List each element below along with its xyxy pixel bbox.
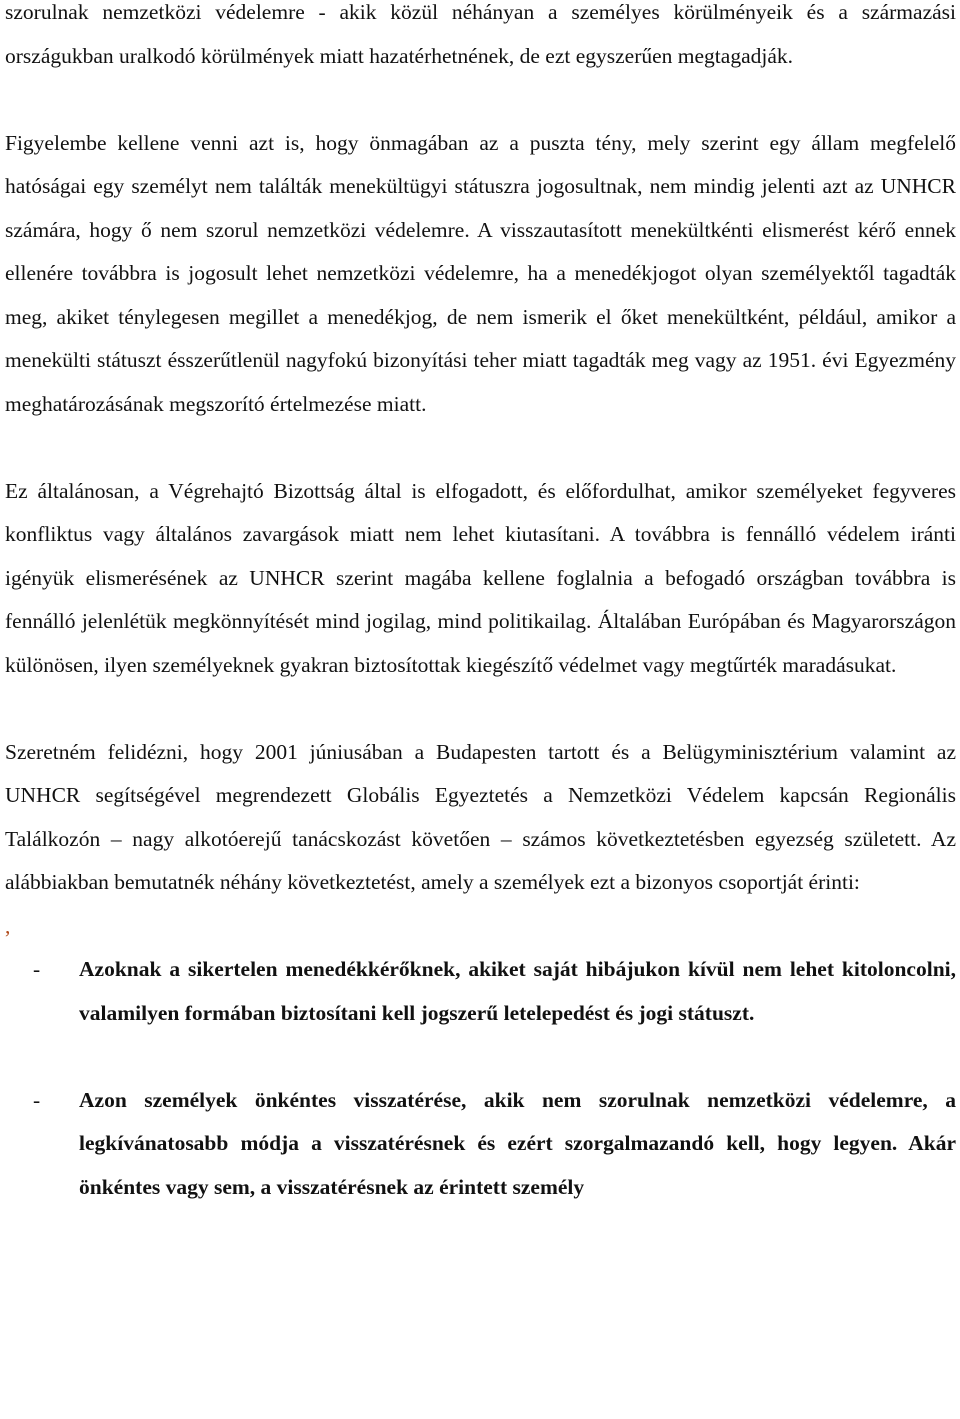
paragraph-2: Figyelembe kellene venni azt is, hogy önmagában az a puszta tény, mely szerint egy állam megfelelő hatóságai egy személyt nem találták menekültügyi státuszra jogosultnak, nem mindig jelenti azt az UNHCR számára, hogy ő nem szorul nemzetközi védelemre. A visszautasított menekültkénti elismerést kérő ennek ellenére továbbra is jogosult lehet nemzetközi védelemre, ha a menedékjogot olyan személyektől tagadták meg, akiket ténylegesen megillet a menedékjog, de nem ismerik el őket menekültként, például, amikor a menekülti státuszt ésszerűtlenül nagyfokú bizonyítási teher miatt tagadták meg vagy az 1951. évi Egyezmény meghatározásának megszorító értelmezése miatt. bbox=[5, 130, 956, 416]
bullet-text: Azon személyek önkéntes visszatérése, akik nem szorulnak nemzetközi védelemre, a legkívánatosabb módja a visszatérésnek és ezért szorgalmazandó kell, hogy legyen. Akár önkéntes vagy sem, a visszatérésnek az érintett személy bbox=[79, 1087, 956, 1199]
bullet-dash: - bbox=[33, 957, 41, 981]
bullet-item-2 bbox=[5, 1079, 956, 1210]
paragraph-spacer bbox=[5, 687, 956, 731]
paragraph-1: szorulnak nemzetközi védelemre - akik közül néhányan a személyes körülményeik és a származási országukban uralkodó körülmények miatt hazatérhetnének, de ezt egyszerűen megtagadják. bbox=[5, 0, 956, 68]
paragraph-spacer bbox=[5, 426, 956, 470]
paragraph-spacer bbox=[5, 78, 956, 122]
paragraph-spacer bbox=[5, 1035, 956, 1079]
bullet-item-1 bbox=[5, 948, 956, 1035]
paragraph-4: Szeretném felidézni, hogy 2001 júniusában a Budapesten tartott és a Belügyminisztérium valamint az UNHCR segítségével megrendezett Globális Egyeztetés a Nemzetközi Védelem kapcsán Regionális Találkozón – nagy alkotóerejű tanácskozást követően – számos következtetésben egyezség született. Az alábbiakban bemutatnék néhány következtetést, amely a személyek ezt a bizonyos csoportját érinti: bbox=[5, 739, 956, 894]
stray-comma-mark: , bbox=[5, 913, 11, 938]
document-page bbox=[5, 0, 956, 1209]
paragraph-3: Ez általánosan, a Végrehajtó Bizottság által is elfogadott, és előfordulhat, amikor személyeket fegyveres konfliktus vagy általános zavargások miatt nem lehet kiutasítani. A továbbra is fennálló védelem iránti igényük elismerésének az UNHCR szerint magába kellene foglalnia a befogadó országban továbbra is fennálló jelenlétük megkönnyítését mind jogilag, mind politikailag. Általában Európában és Magyarországon különösen, ilyen személyeknek gyakran biztosítottak kiegészítő védelmet vagy megtűrték maradásukat. bbox=[5, 478, 956, 677]
bullet-text: Azoknak a sikertelen menedékkérőknek, akiket saját hibájukon kívül nem lehet kitoloncolni, valamilyen formában biztosítani kell jogszerű letelepedést és jogi státuszt. bbox=[79, 957, 956, 1025]
bullet-dash: - bbox=[33, 1087, 41, 1112]
